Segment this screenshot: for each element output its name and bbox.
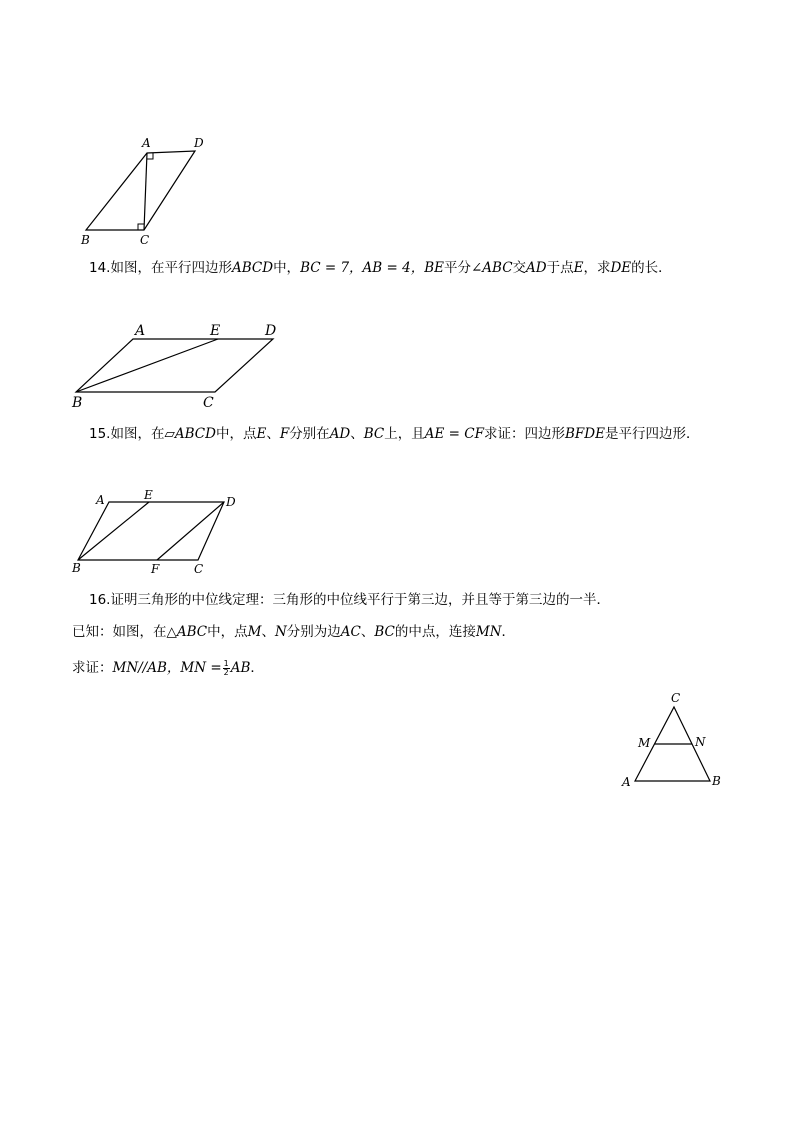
point-label-c: C xyxy=(140,233,150,247)
segment-be xyxy=(76,339,218,392)
question-15: 15.如图，在▱ABCD中，点E、F分别在AD、BC上，且AE = CF求证：四边形BFDE是平行四边形． xyxy=(89,426,700,442)
fraction-one-half: $\frac{1}{2}$ xyxy=(223,658,229,677)
figure-14-parallelogram xyxy=(66,318,286,412)
parallelogram-abcd xyxy=(78,502,224,560)
figure-16-triangle xyxy=(616,688,728,792)
question-14: 14.如图，在平行四边形ABCD中，BC = 7，AB = 4，BE平分∠ABC交AD于点E，求DE的长． xyxy=(89,260,672,276)
question-16-statement: 16.证明三角形的中位线定理：三角形的中位线平行于第三边，并且等于第三边的一半． xyxy=(89,592,610,608)
point-label-b: B xyxy=(72,395,83,411)
point-label-a: A xyxy=(96,493,105,507)
figure-15-parallelogram xyxy=(68,486,248,578)
point-label-e: E xyxy=(144,488,153,502)
right-angle-mark-a xyxy=(147,153,153,159)
segment-be xyxy=(78,502,149,560)
point-label-c: C xyxy=(671,691,681,705)
question-16-given: 已知：如图，在△ABC中，点M、N分别为边AC、BC的中点，连接MN． xyxy=(72,624,516,640)
point-label-d: D xyxy=(194,136,204,150)
segment-ac xyxy=(144,153,147,230)
right-angle-mark-c xyxy=(138,224,144,230)
parallelogram-abcd xyxy=(76,339,273,392)
point-label-n: N xyxy=(695,735,706,749)
question-16-prove: 求证：MN//AB，MN = $\frac{1}{2}$ AB． xyxy=(72,658,264,677)
point-label-b: B xyxy=(81,233,90,247)
point-label-a: A xyxy=(135,323,146,339)
question-number: 16. xyxy=(89,592,111,608)
point-label-a: A xyxy=(142,136,151,150)
point-label-m: M xyxy=(638,736,651,750)
point-label-e: E xyxy=(210,323,221,339)
point-label-c: C xyxy=(194,562,204,576)
point-label-c: C xyxy=(203,395,214,411)
figure-13-parallelogram xyxy=(78,134,218,250)
point-label-b: B xyxy=(72,561,81,575)
point-label-d: D xyxy=(226,495,236,509)
point-label-d: D xyxy=(265,323,277,339)
parallelogram-abdc xyxy=(86,151,195,230)
point-label-b: B xyxy=(712,774,721,788)
point-label-a: A xyxy=(622,775,631,789)
point-label-f: F xyxy=(151,562,160,576)
question-number: 14. xyxy=(89,260,111,276)
question-number: 15. xyxy=(89,426,111,442)
segment-fd xyxy=(157,502,224,560)
